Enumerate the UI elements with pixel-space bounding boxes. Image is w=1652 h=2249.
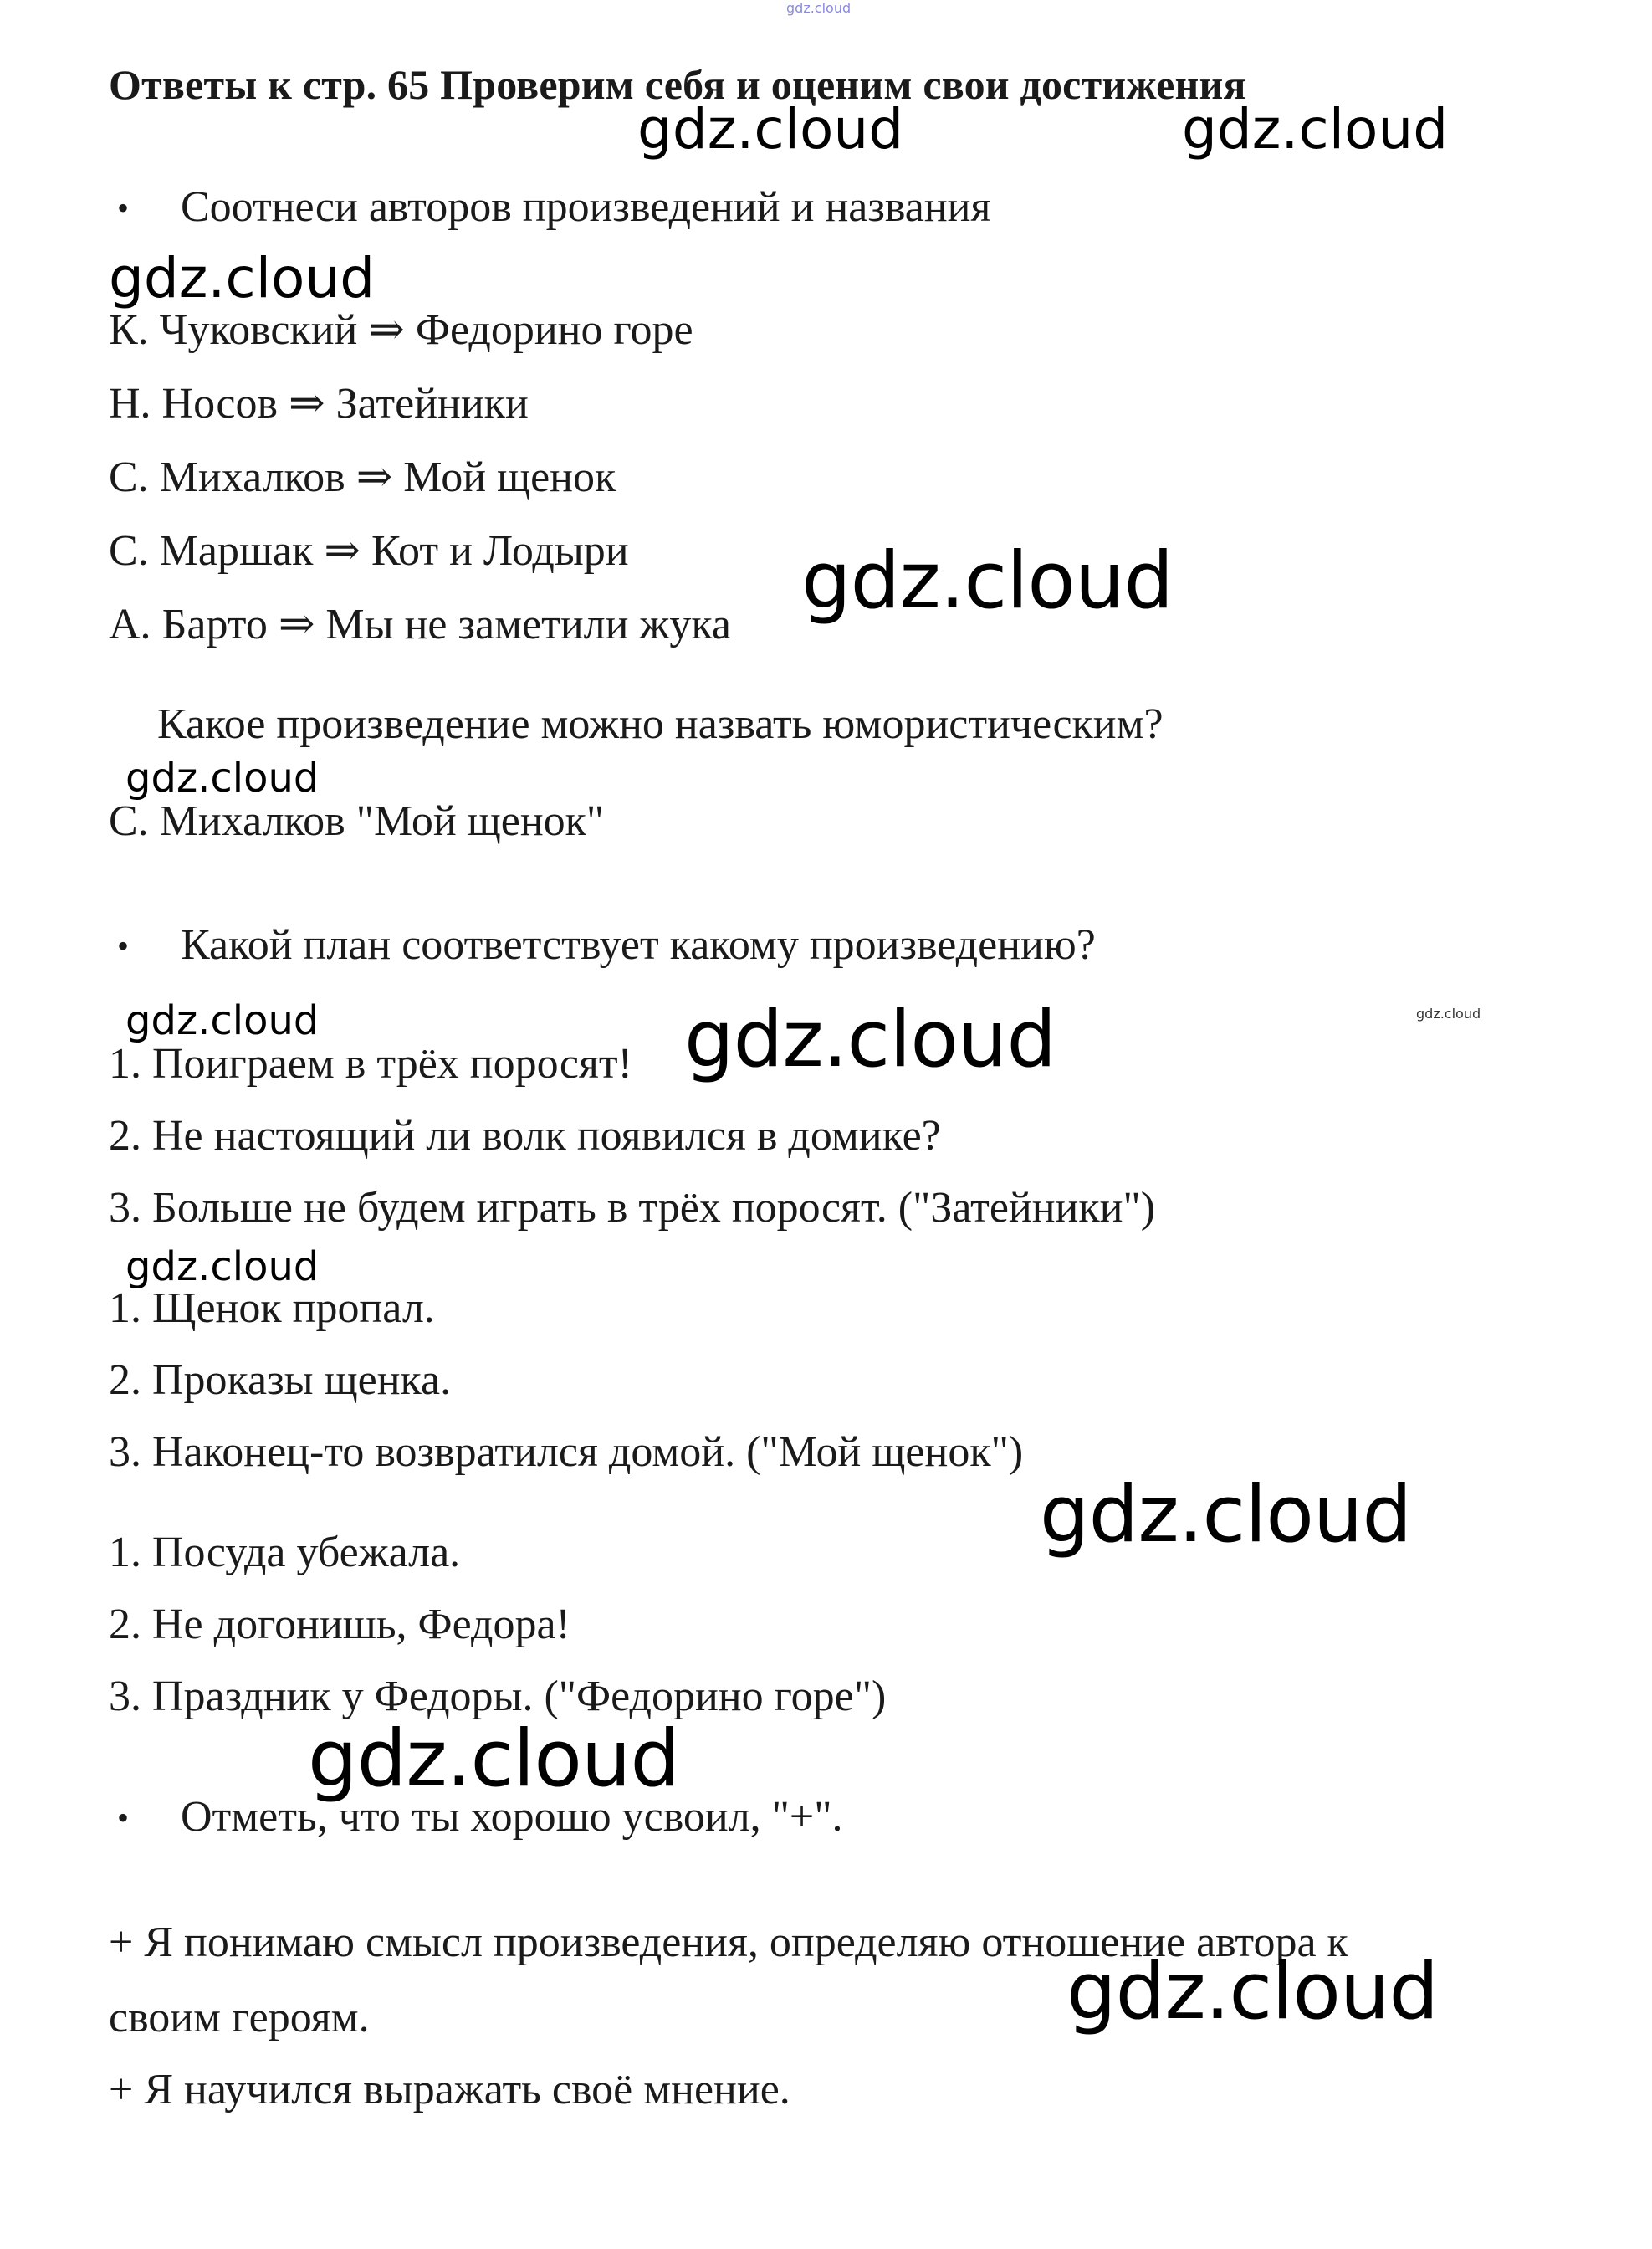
plan-line: 1. Щенок пропал. [109,1284,435,1332]
watermark: gdz.cloud [109,246,376,310]
section-heading-plans [117,920,1096,970]
heading-text: Соотнеси авторов произведений и названия [181,183,991,231]
watermark: gdz.cloud [1040,1469,1412,1560]
watermark: gdz.cloud [1182,97,1449,161]
section-heading-self-check [117,1792,842,1842]
watermark: gdz.cloud [125,755,320,802]
question-humorous: Какое произведение можно назвать юмористическим? [157,700,1164,748]
watermark: gdz.cloud [125,997,320,1044]
bullet: • [117,1798,130,1837]
watermark: gdz.cloud [637,97,904,161]
heading-text: Какой план соответствует какому произведению? [181,921,1096,969]
heading-text: Отметь, что ты хорошо усвоил, "+". [181,1793,843,1841]
plan-line: 2. Не догонишь, Федора! [109,1601,570,1648]
section-heading-match-authors [117,182,990,232]
plan-line: 2. Проказы щенка. [109,1356,452,1404]
plan-line: 1. Поиграем в трёх поросят! [109,1040,632,1088]
plan-line: 3. Наконец-то возвратился домой. ("Мой щенок") [109,1428,1024,1476]
self-check-line: своим героям. [109,1994,370,2042]
bullet: • [117,926,130,965]
plan-line: 3. Праздник у Федоры. ("Федорино горе") [109,1673,887,1720]
watermark: gdz.cloud [801,535,1174,627]
plan-line: 3. Больше не будем играть в трёх поросят. ("Затейники") [109,1184,1156,1232]
pair-line: С. Михалков ⇒ Мой щенок [109,453,616,501]
watermark: gdz.cloud [308,1714,680,1805]
watermark: gdz.cloud [684,994,1056,1085]
watermark-top: gdz.cloud [786,0,852,16]
plan-line: 1. Посуда убежала. [109,1529,461,1576]
watermark: gdz.cloud [1066,1946,1439,2037]
pair-line: К. Чуковский ⇒ Федорино горе [109,306,693,354]
self-check-line: + Я понимаю смысл произведения, определяю отношение автора к [109,1919,1348,1966]
page-title: Ответы к стр. 65 Проверим себя и оценим свои достижения [109,61,1246,108]
self-check-line: + Я научился выражать своё мнение. [109,2066,790,2113]
watermark: gdz.cloud [1416,1006,1481,1022]
pair-line: А. Барто ⇒ Мы не заметили жука [109,601,731,648]
bullet: • [117,188,130,227]
pair-line: С. Маршак ⇒ Кот и Лодыри [109,527,629,575]
plan-line: 2. Не настоящий ли волк появился в домике? [109,1112,941,1160]
watermark: gdz.cloud [125,1243,320,1290]
pair-line: Н. Носов ⇒ Затейники [109,380,529,428]
answer-humorous: С. Михалков "Мой щенок" [109,797,605,845]
